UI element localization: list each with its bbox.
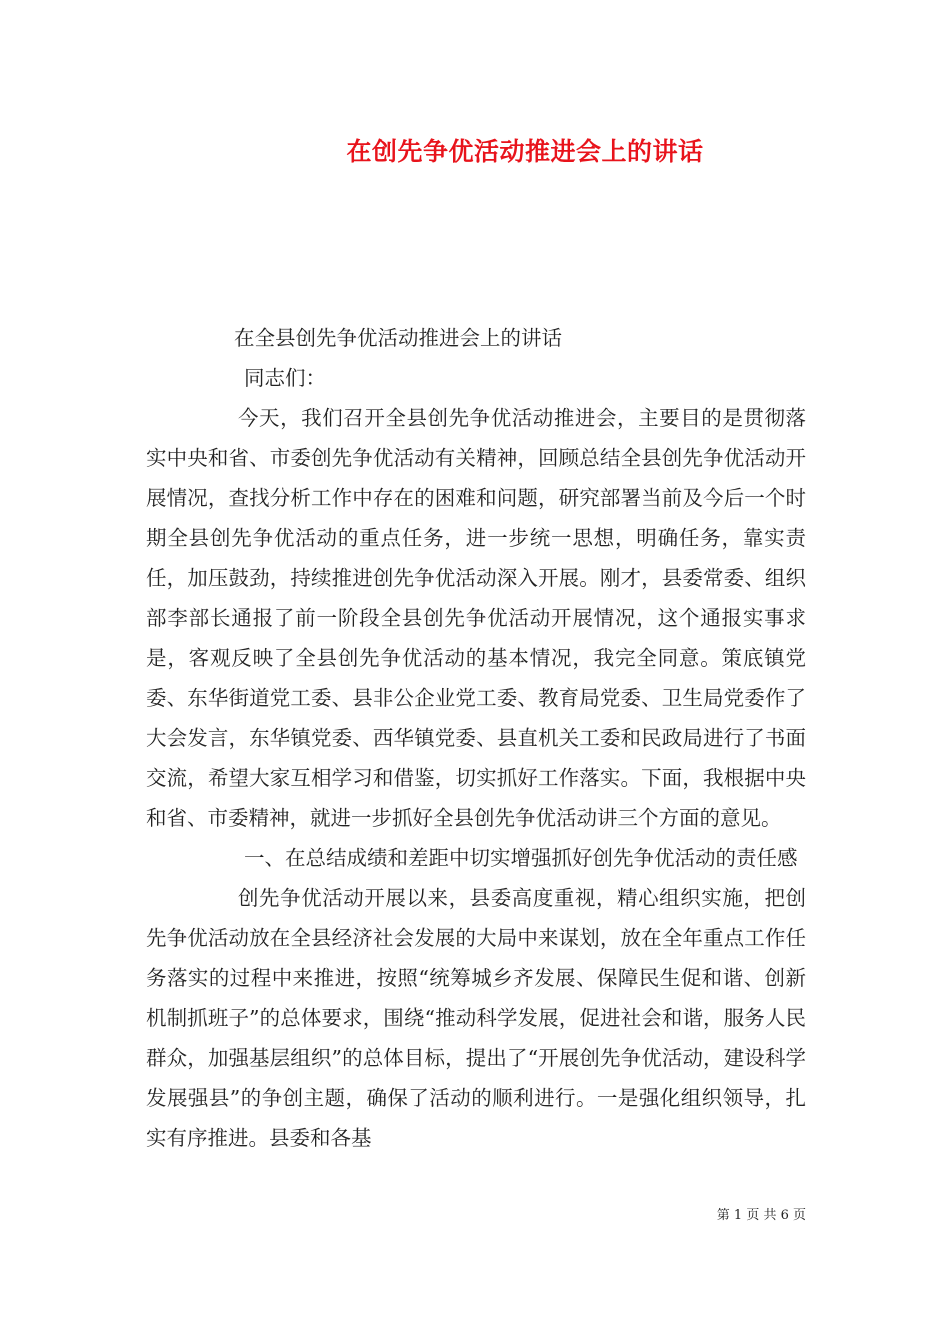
speech-subtitle: 在全县创先争优活动推进会上的讲话 [234, 326, 562, 350]
salutation: 同志们： [244, 366, 326, 390]
document-title: 在创先争优活动推进会上的讲话 [346, 137, 704, 166]
page-number-footer: 第 1 页 共 6 页 [716, 1208, 806, 1223]
document-body [146, 318, 806, 1158]
section-paragraph: 创先争优活动开展以来，县委高度重视，精心组织实施，把创先争优活动放在全县经济社会发展的大局中来谋划，放在全年重点工作任务落实的过程中来推进，按照“统筹城乡齐发展、保障民生促和谐、创新机制抓班子”的总体要求，围绕“推动科学发展，促进社会和谐，服务人民群众，加强基层组织”的总体目标，提出了“开展创先争优活动，建设科学发展强县”的争创主题，确保了活动的顺利进行。一是强化组织领导，扎实有序推进。县委和各基 [146, 886, 806, 1150]
section-heading: 一、在总结成绩和差距中切实增强抓好创先争优活动的责任感 [244, 846, 798, 870]
intro-paragraph: 今天，我们召开全县创先争优活动推进会，主要目的是贯彻落实中央和省、市委创先争优活动有关精神，回顾总结全县创先争优活动开展情况，查找分析工作中存在的困难和问题，研究部署当前及今后一个时期全县创先争优活动的重点任务，进一步统一思想，明确任务，靠实责任，加压鼓劲，持续推进创先争优活动深入开展。刚才，县委常委、组织部李部长通报了前一阶段全县创先争优活动开展情况，这个通报实事求是，客观反映了全县创先争优活动的基本情况，我完全同意。策底镇党委、东华街道党工委、县非公企业党工委、教育局党委、卫生局党委作了大会发言，东华镇党委、西华镇党委、县直机关工委和民政局进行了书面交流，希望大家互相学习和借鉴，切实抓好工作落实。下面，我根据中央和省、市委精神，就进一步抓好全县创先争优活动讲三个方面的意见。 [146, 406, 806, 830]
